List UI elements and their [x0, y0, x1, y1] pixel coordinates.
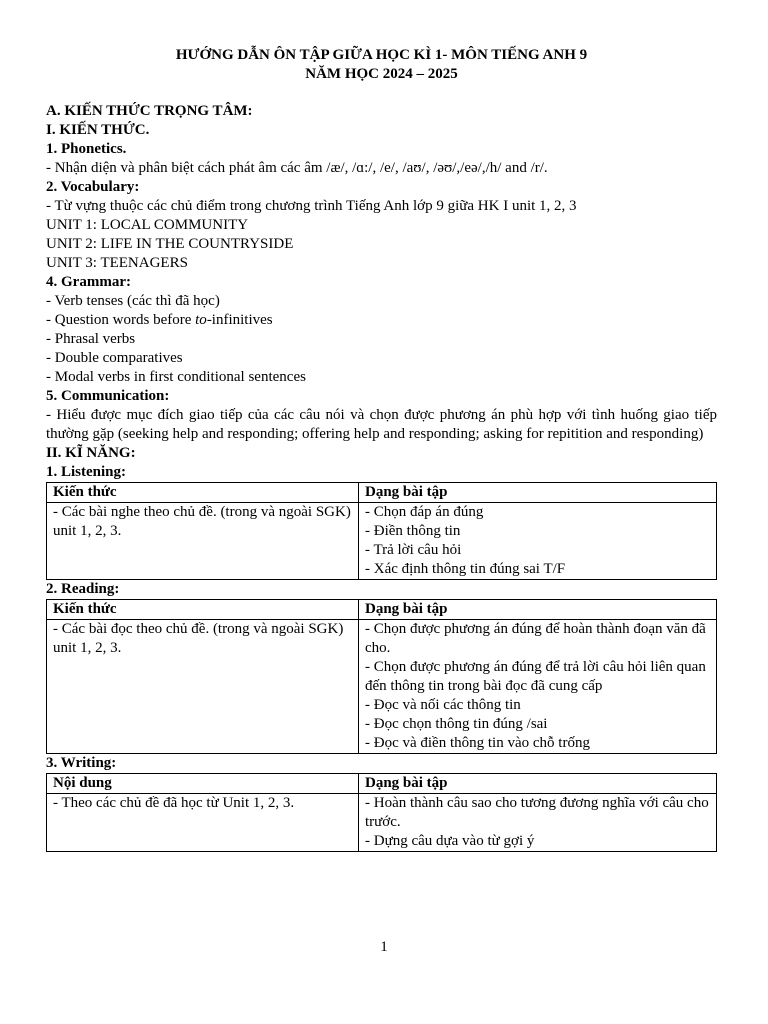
table-row [47, 503, 717, 580]
exercise-type: - Chọn đáp án đúng [365, 504, 484, 520]
table-cell: - Các bài đọc theo chủ đề. (trong và ngoài SGK) unit 1, 2, 3. [47, 620, 359, 754]
exercise-type: - Xác định thông tin đúng sai T/F [365, 561, 566, 577]
vocabulary-unit: UNIT 3: TEENAGERS [46, 255, 188, 271]
exercise-type: - Chọn được phương án đúng để trả lời câu hỏi liên quan đến thông tin trong bài đọc đã cung cấp [365, 659, 706, 694]
phonetics-text: - Nhận diện và phân biệt cách phát âm các âm /æ/, /ɑ:/, /e/, /aʊ/, /əʊ/,/eə/,/h/ and /r/. [46, 160, 548, 176]
grammar-item-italic: to [195, 312, 207, 328]
doc-title-line1: HƯỚNG DẪN ÔN TẬP GIỮA HỌC KÌ 1- MÔN TIẾNG ANH 9 [175, 47, 588, 63]
table-header-row [47, 600, 717, 620]
table-cell [359, 503, 717, 580]
table-cell [359, 794, 717, 852]
column-header: Kiến thức [47, 483, 359, 503]
table-header-row [47, 483, 717, 503]
section-a-heading: A. KIẾN THỨC TRỌNG TÂM: [46, 103, 253, 119]
grammar-heading: 4. Grammar: [46, 274, 131, 290]
exercise-type: - Đọc và điền thông tin vào chỗ trống [365, 735, 590, 751]
listening-table [46, 482, 717, 580]
writing-table [46, 773, 717, 852]
writing-heading: 3. Writing: [46, 755, 117, 771]
column-header: Nội dung [47, 774, 359, 794]
grammar-item: - Modal verbs in first conditional sentences [46, 369, 306, 385]
grammar-item: - Double comparatives [46, 350, 183, 366]
exercise-type: - Điền thông tin [365, 523, 461, 539]
vocabulary-unit: UNIT 2: LIFE IN THE COUNTRYSIDE [46, 236, 294, 252]
listening-heading: 1. Listening: [46, 464, 127, 480]
communication-text: - Hiểu được mục đích giao tiếp của các câu nói và chọn được phương án phù hợp với tình huống giao tiếp thường gặp (seeking help and responding; offering help and responding; asking for repitition and responding) [46, 407, 717, 442]
exercise-type: - Chọn được phương án đúng để hoàn thành đoạn văn đã cho. [365, 621, 706, 656]
exercise-type: - Hoàn thành câu sao cho tương đương nghĩa với câu cho trước. [365, 795, 709, 830]
table-header-row [47, 774, 717, 794]
doc-title-line2: NĂM HỌC 2024 – 2025 [305, 66, 458, 82]
column-header: Kiến thức [47, 600, 359, 620]
reading-heading: 2. Reading: [46, 581, 120, 597]
page-number: 1 [380, 939, 388, 955]
table-row [47, 794, 717, 852]
part2-heading: II. KĨ NĂNG: [46, 445, 136, 461]
grammar-item-text: - Question words before [46, 312, 196, 328]
grammar-item: - Phrasal verbs [46, 331, 136, 347]
vocabulary-heading: 2. Vocabulary: [46, 179, 140, 195]
vocabulary-intro: - Từ vựng thuộc các chủ điểm trong chương trình Tiếng Anh lớp 9 giữa HK I unit 1, 2, 3 [46, 198, 577, 214]
table-cell [359, 620, 717, 754]
column-header: Dạng bài tập [359, 774, 717, 794]
exercise-type: - Dựng câu dựa vào từ gợi ý [365, 833, 535, 849]
table-cell: - Theo các chủ đề đã học từ Unit 1, 2, 3. [47, 794, 359, 852]
phonetics-heading: 1. Phonetics. [46, 141, 127, 157]
table-cell: - Các bài nghe theo chủ đề. (trong và ngoài SGK) unit 1, 2, 3. [47, 503, 359, 580]
exercise-type: - Đọc chọn thông tin đúng /sai [365, 716, 548, 732]
column-header: Dạng bài tập [359, 483, 717, 503]
reading-table [46, 599, 717, 754]
exercise-type: - Trả lời câu hỏi [365, 542, 462, 558]
part1-heading: I. KIẾN THỨC. [46, 122, 150, 138]
vocabulary-unit: UNIT 1: LOCAL COMMUNITY [46, 217, 249, 233]
grammar-item: - Verb tenses (các thì đã học) [46, 293, 220, 309]
column-header: Dạng bài tập [359, 600, 717, 620]
table-row [47, 620, 717, 754]
grammar-item [46, 311, 717, 330]
document-page [46, 46, 717, 852]
communication-heading: 5. Communication: [46, 388, 170, 404]
grammar-item-text: -infinitives [206, 312, 273, 328]
exercise-type: - Đọc và nối các thông tin [365, 697, 521, 713]
